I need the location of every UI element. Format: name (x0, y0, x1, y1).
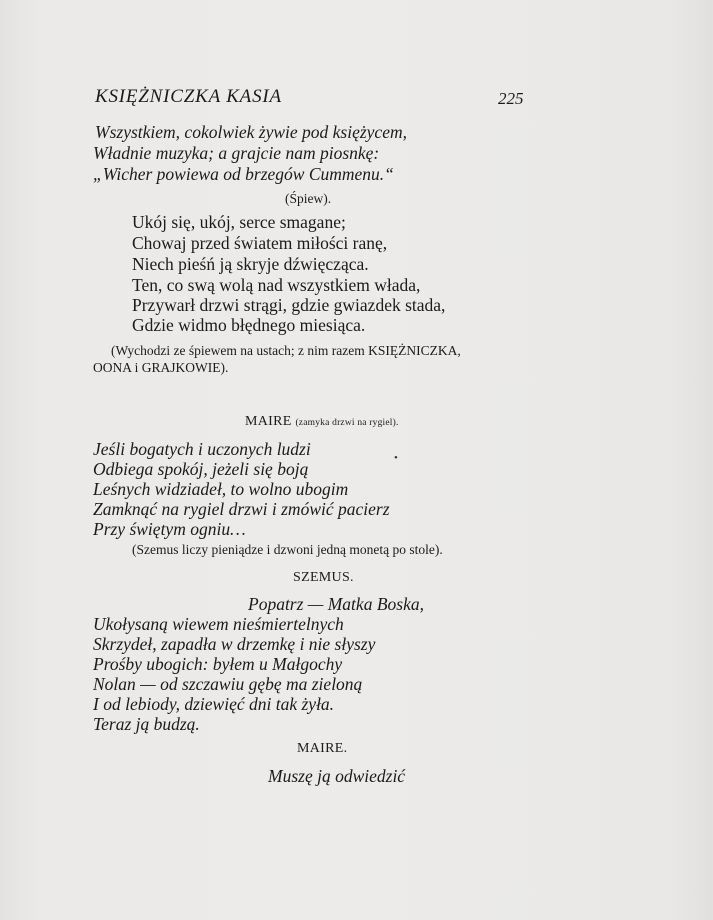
verse-line: Władnie muzyka; a grajcie nam piosnkę: (93, 143, 380, 163)
song-label: (Śpiew). (285, 191, 332, 206)
stage-direction: (Szemus liczy pieniądze i dzwoni jedną monetą po stole). (132, 542, 443, 557)
stage-direction: (Wychodzi ze śpiewem na ustach; z nim razem KSIĘŻNICZKA, (111, 343, 461, 358)
verse-line: Nolan — od szczawiu gębę ma zieloną (93, 674, 363, 694)
song-line: Gdzie widmo błędnego miesiąca. (132, 315, 366, 335)
verse-line: Skrzydeł, zapadła w drzemkę i nie słyszy (93, 634, 376, 654)
song-line: Ukój się, ukój, serce smagane; (132, 212, 346, 232)
speaker-name: MAIRE. (297, 741, 348, 756)
stage-direction: OONA i GRAJKOWIE). (93, 360, 229, 375)
verse-line: Leśnych widziadeł, to wolno ubogim (93, 479, 349, 499)
verse-line: Przy świętym ogniu… (93, 519, 246, 539)
song-line: Chowaj przed światem miłości ranę, (132, 233, 388, 253)
verse-line: Prośby ubogich: byłem u Małgochy (93, 654, 343, 674)
verse-line: Muszę ją odwiedzić (268, 766, 406, 786)
running-title: KSIĘŻNICZKA KASIA (95, 86, 282, 107)
verse-line: „Wicher powiewa od brzegów Cummenu.“ (93, 164, 394, 184)
speaker-direction: (zamyka drzwi na rygiel). (295, 418, 399, 428)
verse-line: Teraz ją budzą. (93, 714, 200, 734)
verse-line: Zamknąć na rygiel drzwi i zmówić pacierz (93, 499, 390, 519)
speaker-name: MAIRE (245, 414, 292, 429)
page-number: 225 (498, 89, 524, 108)
song-line: Ten, co swą wolą nad wszystkiem włada, (132, 275, 421, 295)
verse-line: Jeśli bogatych i uczonych ludzi (93, 439, 311, 459)
verse-line: Wszystkiem, cokolwiek żywie pod księżycem, (95, 122, 407, 142)
ink-speck: • (394, 452, 398, 464)
speaker-name: SZEMUS. (293, 570, 354, 585)
verse-line: I od lebiody, dziewięć dni tak żyła. (93, 694, 335, 714)
speaker-heading (245, 414, 399, 430)
song-line: Przywarł drzwi strągi, gdzie gwiazdek stada, (132, 295, 446, 315)
verse-line: Odbiega spokój, jeżeli się boją (93, 459, 309, 479)
verse-line: Ukołysaną wiewem nieśmiertelnych (93, 614, 344, 634)
verse-line: Popatrz — Matka Boska, (248, 594, 424, 614)
song-line: Niech pieśń ją skryje dźwięcząca. (132, 254, 369, 274)
